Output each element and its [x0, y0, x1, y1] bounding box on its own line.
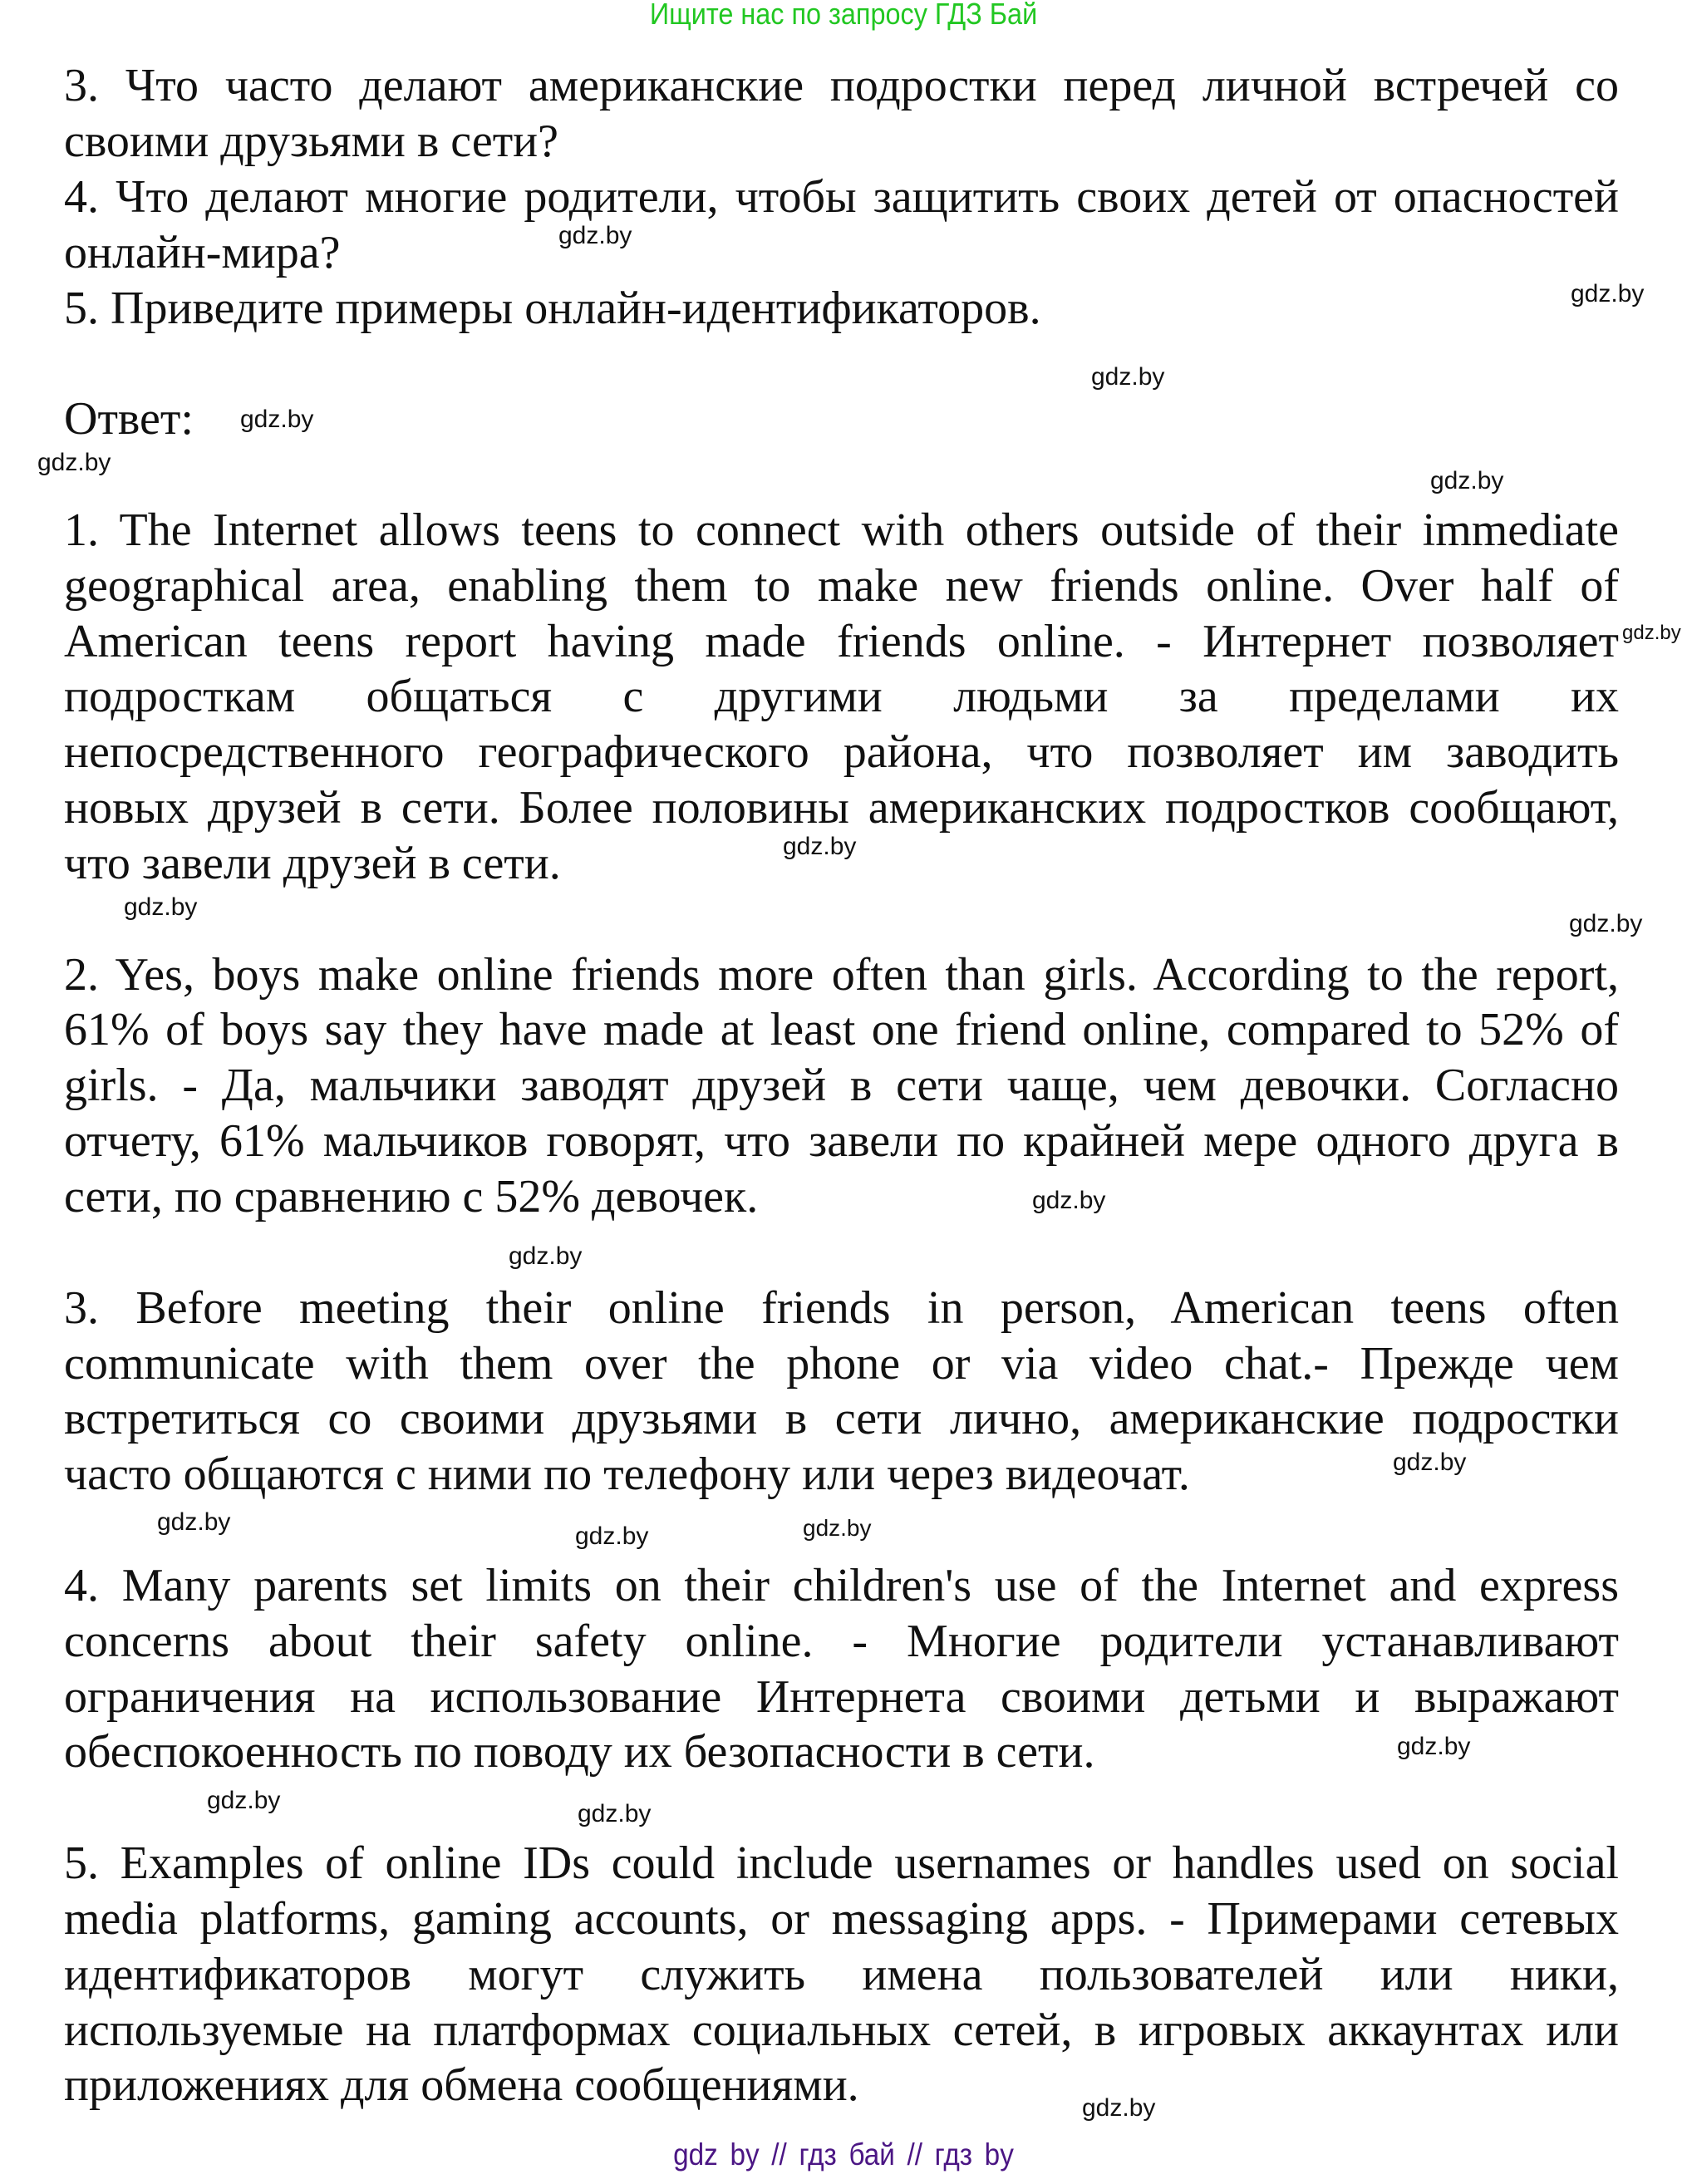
text-line: онлайн-мира? — [64, 226, 341, 278]
text-line: идентификаторов могут служить имена пользователей или ники, — [64, 1948, 1619, 2000]
watermark: gdz.by — [783, 833, 857, 860]
answer-4 — [64, 1558, 1619, 1780]
watermark: gdz.by — [1569, 910, 1643, 937]
text-line: 5. Examples of online IDs could include usernames or handles used on social — [64, 1837, 1619, 1890]
site-footer-links: gdz by // гдз бай // гдз by — [673, 2137, 1014, 2172]
watermark: gdz.by — [803, 1515, 872, 1541]
watermark: gdz.by — [1397, 1733, 1471, 1760]
search-hint-banner: Ищите нас по запросу ГДЗ Бай — [649, 0, 1038, 31]
text-line: приложениях для обмена сообщениями. — [64, 2059, 859, 2112]
watermark: gdz.by — [509, 1242, 583, 1270]
text-line: 2. Yes, boys make online friends more often than girls. According to the report, — [64, 948, 1619, 1001]
answer-2 — [64, 947, 1619, 1225]
watermark: gdz.by — [558, 222, 632, 249]
text-line: отчету, 61% мальчиков говорят, что завели по крайней мере одного друга в — [64, 1115, 1619, 1168]
text-line: 4. Many parents set limits on their children's use of the Internet and express — [64, 1559, 1619, 1611]
text-line: своими друзьями в сети? — [64, 116, 558, 168]
watermark: gdz.by — [1430, 467, 1504, 494]
text-line: 3. Before meeting their online friends in person, American teens often — [64, 1281, 1619, 1334]
question-5 — [64, 281, 1619, 337]
text-line: ограничения на использование Интернета своими детьми и выражают — [64, 1670, 1619, 1723]
text-line: 4. Что делают многие родители, чтобы защитить своих детей от опасностей — [64, 170, 1619, 223]
answer-3 — [64, 1281, 1619, 1503]
watermark: gdz.by — [578, 1800, 652, 1827]
text-line: сети, по сравнению с 52% девочек. — [64, 1170, 759, 1222]
text-line: непосредственного географического района, что позволяет им заводить — [64, 726, 1619, 779]
text-line: используемые на платформах социальных сетей, в игровых аккаунтах или — [64, 2004, 1619, 2056]
question-4 — [64, 170, 1619, 281]
watermark: gdz.by — [37, 449, 111, 476]
text-line: часто общаются с ними по телефону или через видеочат. — [64, 1449, 1190, 1501]
text-line: girls. - Да, мальчики заводят друзей в сети чаще, чем девочки. Согласно — [64, 1060, 1619, 1112]
watermark: gdz.by — [1393, 1449, 1467, 1476]
text-line: подросткам общаться с другими людьми за пределами их — [64, 671, 1619, 723]
watermark: gdz.by — [575, 1522, 649, 1550]
watermark: gdz.by — [1622, 622, 1681, 644]
text-line: обеспокоенность по поводу их безопасности в сети. — [64, 1726, 1095, 1778]
watermark: gdz.by — [1082, 2094, 1156, 2122]
text-line: communicate with them over the phone or via video chat.- Прежде чем — [64, 1337, 1619, 1390]
watermark: gdz.by — [207, 1787, 281, 1814]
text-line: 3. Что часто делают американские подростки перед личной встречей со — [64, 60, 1619, 112]
text-line: 5. Приведите примеры онлайн-идентификаторов. — [64, 282, 1041, 334]
text-line: встретиться со своими друзьями в сети лично, американские подростки — [64, 1393, 1619, 1445]
text-line: Ответ: — [64, 393, 194, 445]
question-3 — [64, 58, 1619, 170]
text-line: media platforms, gaming accounts, or messaging apps. - Примерами сетевых — [64, 1892, 1619, 1945]
watermark: gdz.by — [1032, 1187, 1106, 1214]
watermark: gdz.by — [157, 1508, 231, 1536]
text-line: American teens report having made friends online. - Интернет позволяет — [64, 615, 1619, 667]
watermark: gdz.by — [240, 406, 314, 433]
text-line: geographical area, enabling them to make new friends online. Over half of — [64, 559, 1619, 612]
watermark: gdz.by — [1091, 363, 1165, 391]
text-line: 61% of boys say they have made at least one friend online, compared to 52% of — [64, 1004, 1619, 1056]
text-line: concerns about their safety online. - Многие родители устанавливают — [64, 1615, 1619, 1667]
text-line: 1. The Internet allows teens to connect with others outside of their immediate — [64, 504, 1619, 556]
text-line: что завели друзей в сети. — [64, 837, 561, 889]
watermark: gdz.by — [124, 893, 198, 921]
text-line: новых друзей в сети. Более половины американских подростков сообщают, — [64, 782, 1619, 834]
watermark: gdz.by — [1571, 280, 1645, 307]
answer-5 — [64, 1836, 1619, 2113]
